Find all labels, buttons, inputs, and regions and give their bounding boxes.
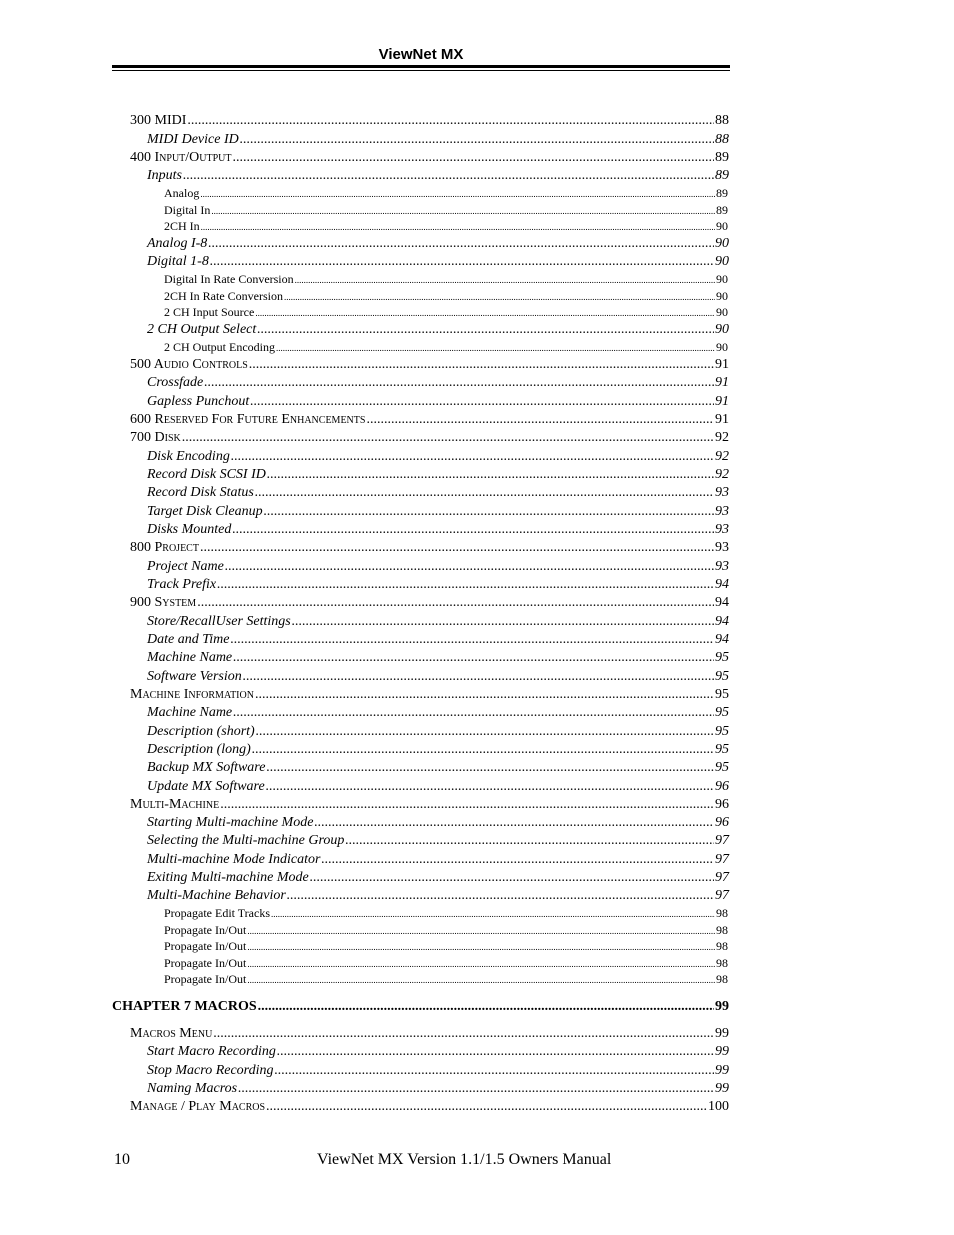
toc-leader-dots [220, 797, 714, 813]
toc-leader-dots [271, 909, 715, 919]
toc-entry-page: 94 [715, 632, 729, 647]
toc-entry-page: 95 [715, 705, 729, 720]
toc-entry-title: Disks Mounted [147, 522, 232, 537]
toc-entry [147, 724, 729, 740]
toc-entry-page: 91 [715, 375, 729, 390]
toc-leader-dots [200, 189, 715, 199]
toc-entry [164, 305, 728, 320]
toc-leader-dots [257, 322, 714, 338]
toc-leader-dots [233, 150, 715, 166]
toc-leader-dots [321, 852, 714, 868]
toc-leader-dots [238, 1081, 714, 1097]
toc-entry-title: Starting Multi-machine Mode [147, 815, 314, 830]
toc-entry-title: 2 CH Input Source [164, 305, 255, 319]
toc-leader-dots [183, 168, 714, 184]
toc-entry-title: CHAPTER 7 MACROS [112, 999, 257, 1014]
toc-entry-title: Analog [164, 186, 200, 200]
toc-entry [164, 289, 728, 304]
toc-entry-title: Target Disk Cleanup [147, 504, 263, 519]
footer-page-number: 10 [114, 1151, 130, 1168]
toc-entry-title: Multi-Machine Behavior [147, 888, 286, 903]
toc-leader-dots [247, 926, 715, 936]
toc-entry [147, 1063, 729, 1079]
toc-entry [164, 219, 728, 234]
toc-leader-dots [208, 236, 714, 252]
toc-leader-dots [366, 412, 714, 428]
toc-entry [164, 939, 728, 954]
toc-entry-title: Store/RecallUser Settings [147, 614, 291, 629]
toc-leader-dots [266, 1099, 707, 1115]
toc-entry-page: 99 [715, 999, 729, 1014]
toc-entry-page: 90 [715, 254, 729, 269]
toc-entry [147, 322, 729, 338]
toc-entry [147, 833, 729, 849]
toc-leader-dots [267, 467, 714, 483]
toc-entry-title: Update MX Software [147, 779, 265, 794]
toc-leader-dots [233, 650, 714, 666]
toc-entry [147, 559, 729, 575]
toc-entry [112, 999, 729, 1015]
toc-entry-title: 500 Audio Controls [130, 357, 248, 372]
toc-entry-page: 90 [716, 305, 728, 319]
toc-leader-dots [252, 742, 714, 758]
toc-entry-page: 98 [716, 923, 728, 937]
toc-entry-title: Macros Menu [130, 1026, 213, 1041]
toc-entry-page: 90 [716, 340, 728, 354]
toc-entry [147, 132, 729, 148]
toc-entry [164, 972, 728, 987]
toc-leader-dots [264, 504, 714, 520]
toc-entry-title: Multi-Machine [130, 797, 220, 812]
toc-entry [147, 522, 729, 538]
toc-leader-dots [201, 222, 715, 232]
toc-leader-dots [255, 485, 714, 501]
toc-leader-dots [284, 292, 715, 302]
toc-entry-page: 93 [715, 485, 729, 500]
toc-entry [147, 254, 729, 270]
toc-leader-dots [231, 449, 714, 465]
toc-entry [130, 357, 729, 373]
toc-entry-page: 97 [715, 833, 729, 848]
toc-entry-title: Stop Macro Recording [147, 1063, 274, 1078]
toc-leader-dots [232, 522, 714, 538]
toc-leader-dots [256, 724, 714, 740]
toc-entry-page: 98 [716, 956, 728, 970]
toc-entry [147, 1044, 729, 1060]
toc-entry-title: Software Version [147, 669, 242, 684]
toc-entry-page: 100 [708, 1099, 729, 1114]
toc-entry-page: 94 [715, 614, 729, 629]
toc-entry-page: 99 [715, 1026, 729, 1041]
toc-entry-page: 89 [716, 186, 728, 200]
toc-entry [130, 687, 729, 703]
toc-entry [147, 485, 729, 501]
toc-entry-page: 90 [715, 322, 729, 337]
toc-leader-dots [266, 779, 714, 795]
toc-entry-page: 97 [715, 888, 729, 903]
toc-entry-title: Inputs [147, 168, 182, 183]
toc-leader-dots [255, 308, 715, 318]
toc-entry-page: 93 [715, 540, 729, 555]
toc-entry-page: 90 [715, 236, 729, 251]
toc-entry-page: 99 [715, 1081, 729, 1096]
toc-entry [147, 467, 729, 483]
toc-entry-title: Manage / Play Macros [130, 1099, 266, 1114]
toc-leader-dots [247, 975, 715, 985]
toc-entry-title: Machine Information [130, 687, 254, 702]
page-header-title: ViewNet MX [378, 46, 464, 63]
toc-leader-dots [345, 833, 714, 849]
toc-entry-page: 95 [715, 687, 729, 702]
toc-entry-page: 95 [715, 669, 729, 684]
toc-entry-title: Propagate In/Out [164, 939, 247, 953]
toc-entry [130, 412, 729, 428]
toc-entry [164, 203, 728, 218]
toc-entry-title: Record Disk Status [147, 485, 254, 500]
toc-entry [164, 186, 728, 201]
toc-entry [130, 1099, 729, 1115]
toc-entry-page: 89 [716, 203, 728, 217]
toc-entry [130, 1026, 729, 1042]
toc-entry-title: Propagate In/Out [164, 972, 247, 986]
toc-entry-page: 88 [715, 113, 729, 128]
toc-entry-page: 90 [716, 289, 728, 303]
toc-entry-page: 95 [715, 724, 729, 739]
toc-entry-page: 89 [715, 168, 729, 183]
toc-entry-title: Propagate Edit Tracks [164, 906, 270, 920]
toc-leader-dots [292, 614, 714, 630]
toc-entry [147, 760, 729, 776]
toc-entry-page: 92 [715, 467, 729, 482]
toc-entry-title: 2CH In Rate Conversion [164, 289, 283, 303]
toc-entry [164, 956, 728, 971]
toc-leader-dots [230, 632, 714, 648]
toc-entry-title: Project Name [147, 559, 224, 574]
toc-leader-dots [247, 942, 715, 952]
toc-entry [130, 595, 729, 611]
toc-leader-dots [249, 357, 714, 373]
toc-leader-dots [243, 669, 714, 685]
toc-entry-title: 2 CH Output Encoding [164, 340, 275, 354]
toc-entry-page: 91 [715, 394, 729, 409]
toc-entry [147, 705, 729, 721]
toc-entry-title: Selecting the Multi-machine Group [147, 833, 345, 848]
toc-leader-dots [295, 275, 715, 285]
toc-entry-page: 93 [715, 522, 729, 537]
toc-leader-dots [187, 113, 714, 129]
toc-entry [147, 669, 729, 685]
toc-entry-page: 95 [715, 760, 729, 775]
toc-entry-title: Date and Time [147, 632, 230, 647]
toc-entry-page: 94 [715, 577, 729, 592]
toc-entry-page: 96 [715, 815, 729, 830]
toc-leader-dots [233, 705, 714, 721]
toc-entry-page: 92 [715, 430, 729, 445]
toc-entry-title: 300 MIDI [130, 113, 187, 128]
toc-entry-title: MIDI Device ID [147, 132, 239, 147]
toc-entry-title: 2CH In [164, 219, 200, 233]
toc-entry-page: 98 [716, 939, 728, 953]
toc-entry [147, 614, 729, 630]
toc-entry-title: Disk Encoding [147, 449, 230, 464]
toc-entry-page: 95 [715, 650, 729, 665]
toc-entry [147, 168, 729, 184]
toc-entry-title: Propagate In/Out [164, 956, 247, 970]
toc-leader-dots [247, 959, 715, 969]
toc-entry-title: 900 System [130, 595, 197, 610]
toc-entry [147, 449, 729, 465]
toc-entry-title: 2 CH Output Select [147, 322, 257, 337]
toc-entry [147, 632, 729, 648]
toc-entry-title: Record Disk SCSI ID [147, 467, 266, 482]
toc-leader-dots [204, 375, 714, 391]
toc-entry-page: 90 [716, 219, 728, 233]
toc-entry-title: 700 Disk [130, 430, 181, 445]
toc-entry [164, 340, 728, 355]
toc-entry-page: 89 [715, 150, 729, 165]
toc-entry [147, 852, 729, 868]
toc-entry [147, 742, 729, 758]
toc-entry [130, 540, 729, 556]
toc-leader-dots [258, 999, 714, 1015]
toc-entry [147, 815, 729, 831]
toc-entry-page: 99 [715, 1044, 729, 1059]
toc-entry-page: 98 [716, 972, 728, 986]
toc-leader-dots [275, 1063, 715, 1079]
toc-entry-page: 99 [715, 1063, 729, 1078]
toc-leader-dots [314, 815, 714, 831]
toc-entry-page: 90 [716, 272, 728, 286]
toc-entry-page: 93 [715, 559, 729, 574]
toc-entry-title: Analog I-8 [147, 236, 208, 251]
toc-entry-title: Track Prefix [147, 577, 217, 592]
toc-entry [147, 650, 729, 666]
toc-entry [147, 394, 729, 410]
toc-leader-dots [287, 888, 714, 904]
toc-entry-title: Gapless Punchout [147, 394, 250, 409]
toc-entry-page: 98 [716, 906, 728, 920]
toc-leader-dots [276, 343, 715, 353]
toc-entry-title: Exiting Multi-machine Mode [147, 870, 309, 885]
toc-entry-title: Backup MX Software [147, 760, 266, 775]
toc-entry [147, 888, 729, 904]
toc-entry-title: 800 Project [130, 540, 199, 555]
toc-entry-page: 91 [715, 412, 729, 427]
toc-entry-title: Naming Macros [147, 1081, 238, 1096]
toc-entry-page: 88 [715, 132, 729, 147]
toc-leader-dots [200, 540, 714, 556]
toc-entry-page: 92 [715, 449, 729, 464]
toc-entry [130, 797, 729, 813]
toc-leader-dots [210, 254, 714, 270]
toc-entry [164, 906, 728, 921]
toc-leader-dots [213, 1026, 714, 1042]
toc-entry-title: Multi-machine Mode Indicator [147, 852, 321, 867]
toc-leader-dots [310, 870, 714, 886]
toc-entry-page: 96 [715, 779, 729, 794]
toc-leader-dots [250, 394, 714, 410]
toc-leader-dots [240, 132, 714, 148]
toc-entry [147, 1081, 729, 1097]
toc-entry [164, 923, 728, 938]
toc-entry-title: Start Macro Recording [147, 1044, 276, 1059]
toc-entry [147, 375, 729, 391]
toc-entry-title: Digital In Rate Conversion [164, 272, 294, 286]
toc-entry [130, 150, 729, 166]
toc-leader-dots [211, 206, 715, 216]
toc-entry-title: 400 Input/Output [130, 150, 232, 165]
toc-entry [147, 870, 729, 886]
toc-entry-page: 94 [715, 595, 729, 610]
toc-entry-title: Machine Name [147, 650, 233, 665]
toc-entry-title: Description (short) [147, 724, 255, 739]
toc-entry [130, 113, 729, 129]
toc-entry-title: Propagate In/Out [164, 923, 247, 937]
toc-entry [147, 504, 729, 520]
toc-entry-page: 91 [715, 357, 729, 372]
toc-leader-dots [277, 1044, 714, 1060]
toc-entry [147, 577, 729, 593]
toc-entry-title: Machine Name [147, 705, 233, 720]
toc-leader-dots [225, 559, 714, 575]
toc-leader-dots [217, 577, 714, 593]
toc-entry [147, 236, 729, 252]
toc-entry [147, 779, 729, 795]
toc-entry-title: Digital 1-8 [147, 254, 209, 269]
toc-entry [164, 272, 728, 287]
toc-leader-dots [197, 595, 714, 611]
toc-entry-title: Digital In [164, 203, 211, 217]
toc-entry-title: Description (long) [147, 742, 251, 757]
toc-leader-dots [266, 760, 714, 776]
toc-entry-page: 97 [715, 870, 729, 885]
toc-entry-title: 600 Reserved For Future Enhancements [130, 412, 366, 427]
toc-leader-dots [182, 430, 714, 446]
toc-entry-page: 95 [715, 742, 729, 757]
toc-entry-page: 93 [715, 504, 729, 519]
footer-title: ViewNet MX Version 1.1/1.5 Owners Manual [317, 1151, 612, 1168]
toc-entry [130, 430, 729, 446]
toc-entry-page: 97 [715, 852, 729, 867]
toc-entry-title: Crossfade [147, 375, 204, 390]
toc-entry-page: 96 [715, 797, 729, 812]
toc-leader-dots [255, 687, 714, 703]
